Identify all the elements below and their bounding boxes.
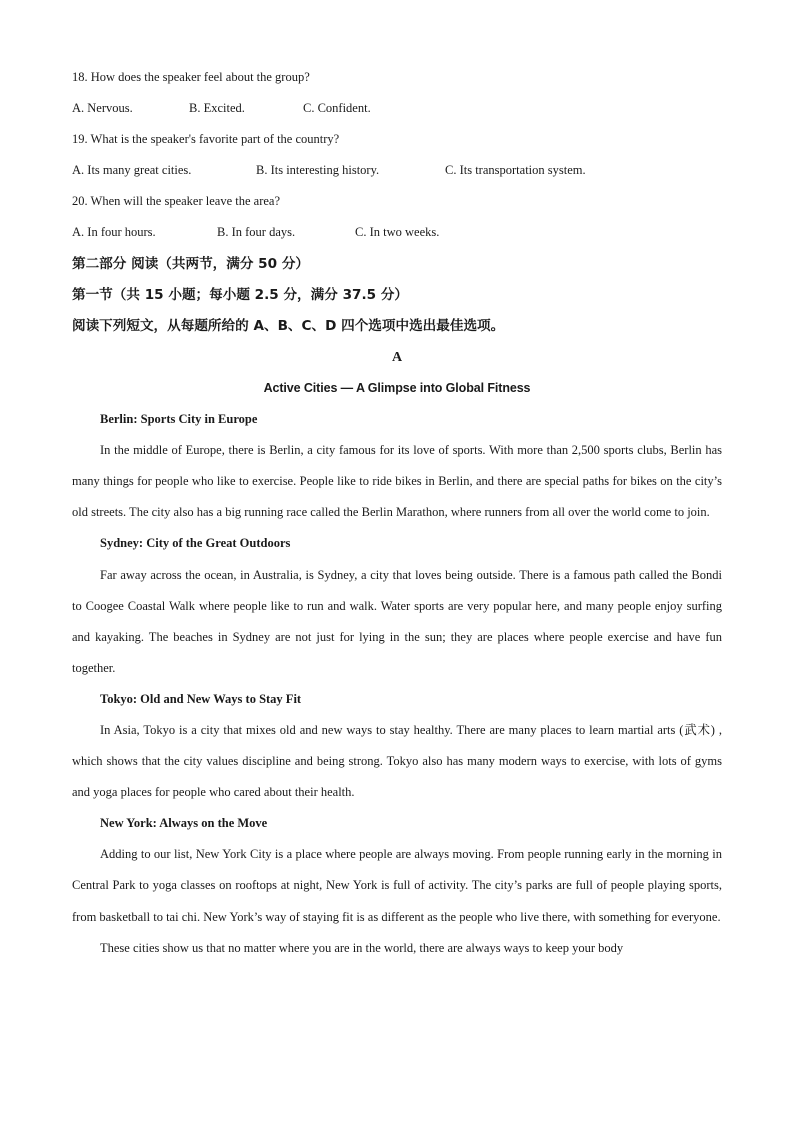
tokyo-paragraph: In Asia, Tokyo is a city that mixes old and new ways to stay healthy. There are many places to learn martial arts (武术) , which shows that the city values discipline and being strong. Tokyo also has many modern ways to exercise, with lots of gyms and yoga places for people who cared about their health. [72, 722, 722, 800]
option-b: B. Excited. [189, 101, 245, 116]
option-b: B. In four days. [217, 225, 296, 240]
berlin-paragraph: In the middle of Europe, there is Berlin, a city famous for its love of sports. With more than 2,500 sports clubs, Berlin has many things for people who like to exercise. People like to ride bikes in Berlin, and there are special paths for bikes on the city’s old streets. The city also has a big running race called the Berlin Marathon, where runners from all over the world come to join. [72, 443, 722, 520]
new-york-heading: New York: Always on the Move [100, 816, 268, 831]
option-c: C. Confident. [303, 101, 371, 116]
option-a: A. In four hours. [72, 225, 156, 240]
closing-paragraph: These cities show us that no matter where you are in the world, there are always ways to keep your body [100, 940, 624, 955]
question-20-options [72, 217, 722, 248]
question-19-options [72, 155, 722, 186]
question-18-stem: 18. How does the speaker feel about the group? [72, 70, 310, 84]
new-york-paragraph: Adding to our list, New York City is a place where people are always moving. From people running early in the morning in Central Park to yoga classes on rooftops at night, New York is full of activity. The city’s parks are full of people playing sports, from basketball to tai chi. New York’s way of staying fit is as different as the people who live there, with something for everyone. [72, 847, 722, 924]
sydney-heading: Sydney: City of the Great Outdoors [100, 536, 291, 551]
tokyo-heading: Tokyo: Old and New Ways to Stay Fit [100, 691, 302, 706]
section-heading: 第一节（共 15 小题；每小题 2.5 分，满分 37.5 分） [72, 286, 409, 303]
question-19-stem: 19. What is the speaker's favorite part of the country? [72, 132, 340, 147]
berlin-heading: Berlin: Sports City in Europe [100, 412, 258, 427]
question-20-stem: 20. When will the speaker leave the area? [72, 194, 281, 209]
passage-title: Active Cities — A Glimpse into Global Fitness [263, 380, 531, 395]
option-c: C. In two weeks. [355, 225, 440, 240]
option-a: A. Its many great cities. [72, 163, 192, 178]
option-a: A. Nervous. [72, 101, 133, 116]
question-18-options [72, 93, 722, 124]
passage-letter: A [391, 349, 403, 365]
option-b: B. Its interesting history. [256, 163, 380, 178]
option-c: C. Its transportation system. [445, 163, 586, 178]
sydney-paragraph: Far away across the ocean, in Australia, is Sydney, a city that loves being outside. There is a famous path called the Bondi to Coogee Coastal Walk where people like to run and walk. Water sports are very popular here, and many people enjoy surfing and kayaking. The beaches in Sydney are not just for lying in the sun; they are places where people exercise and have fun together. [72, 567, 722, 675]
exam-page [72, 62, 722, 964]
part-heading: 第二部分 阅读（共两节，满分 50 分） [72, 255, 310, 272]
instruction: 阅读下列短文，从每题所给的 A、B、C、D 四个选项中选出最佳选项。 [72, 317, 505, 334]
